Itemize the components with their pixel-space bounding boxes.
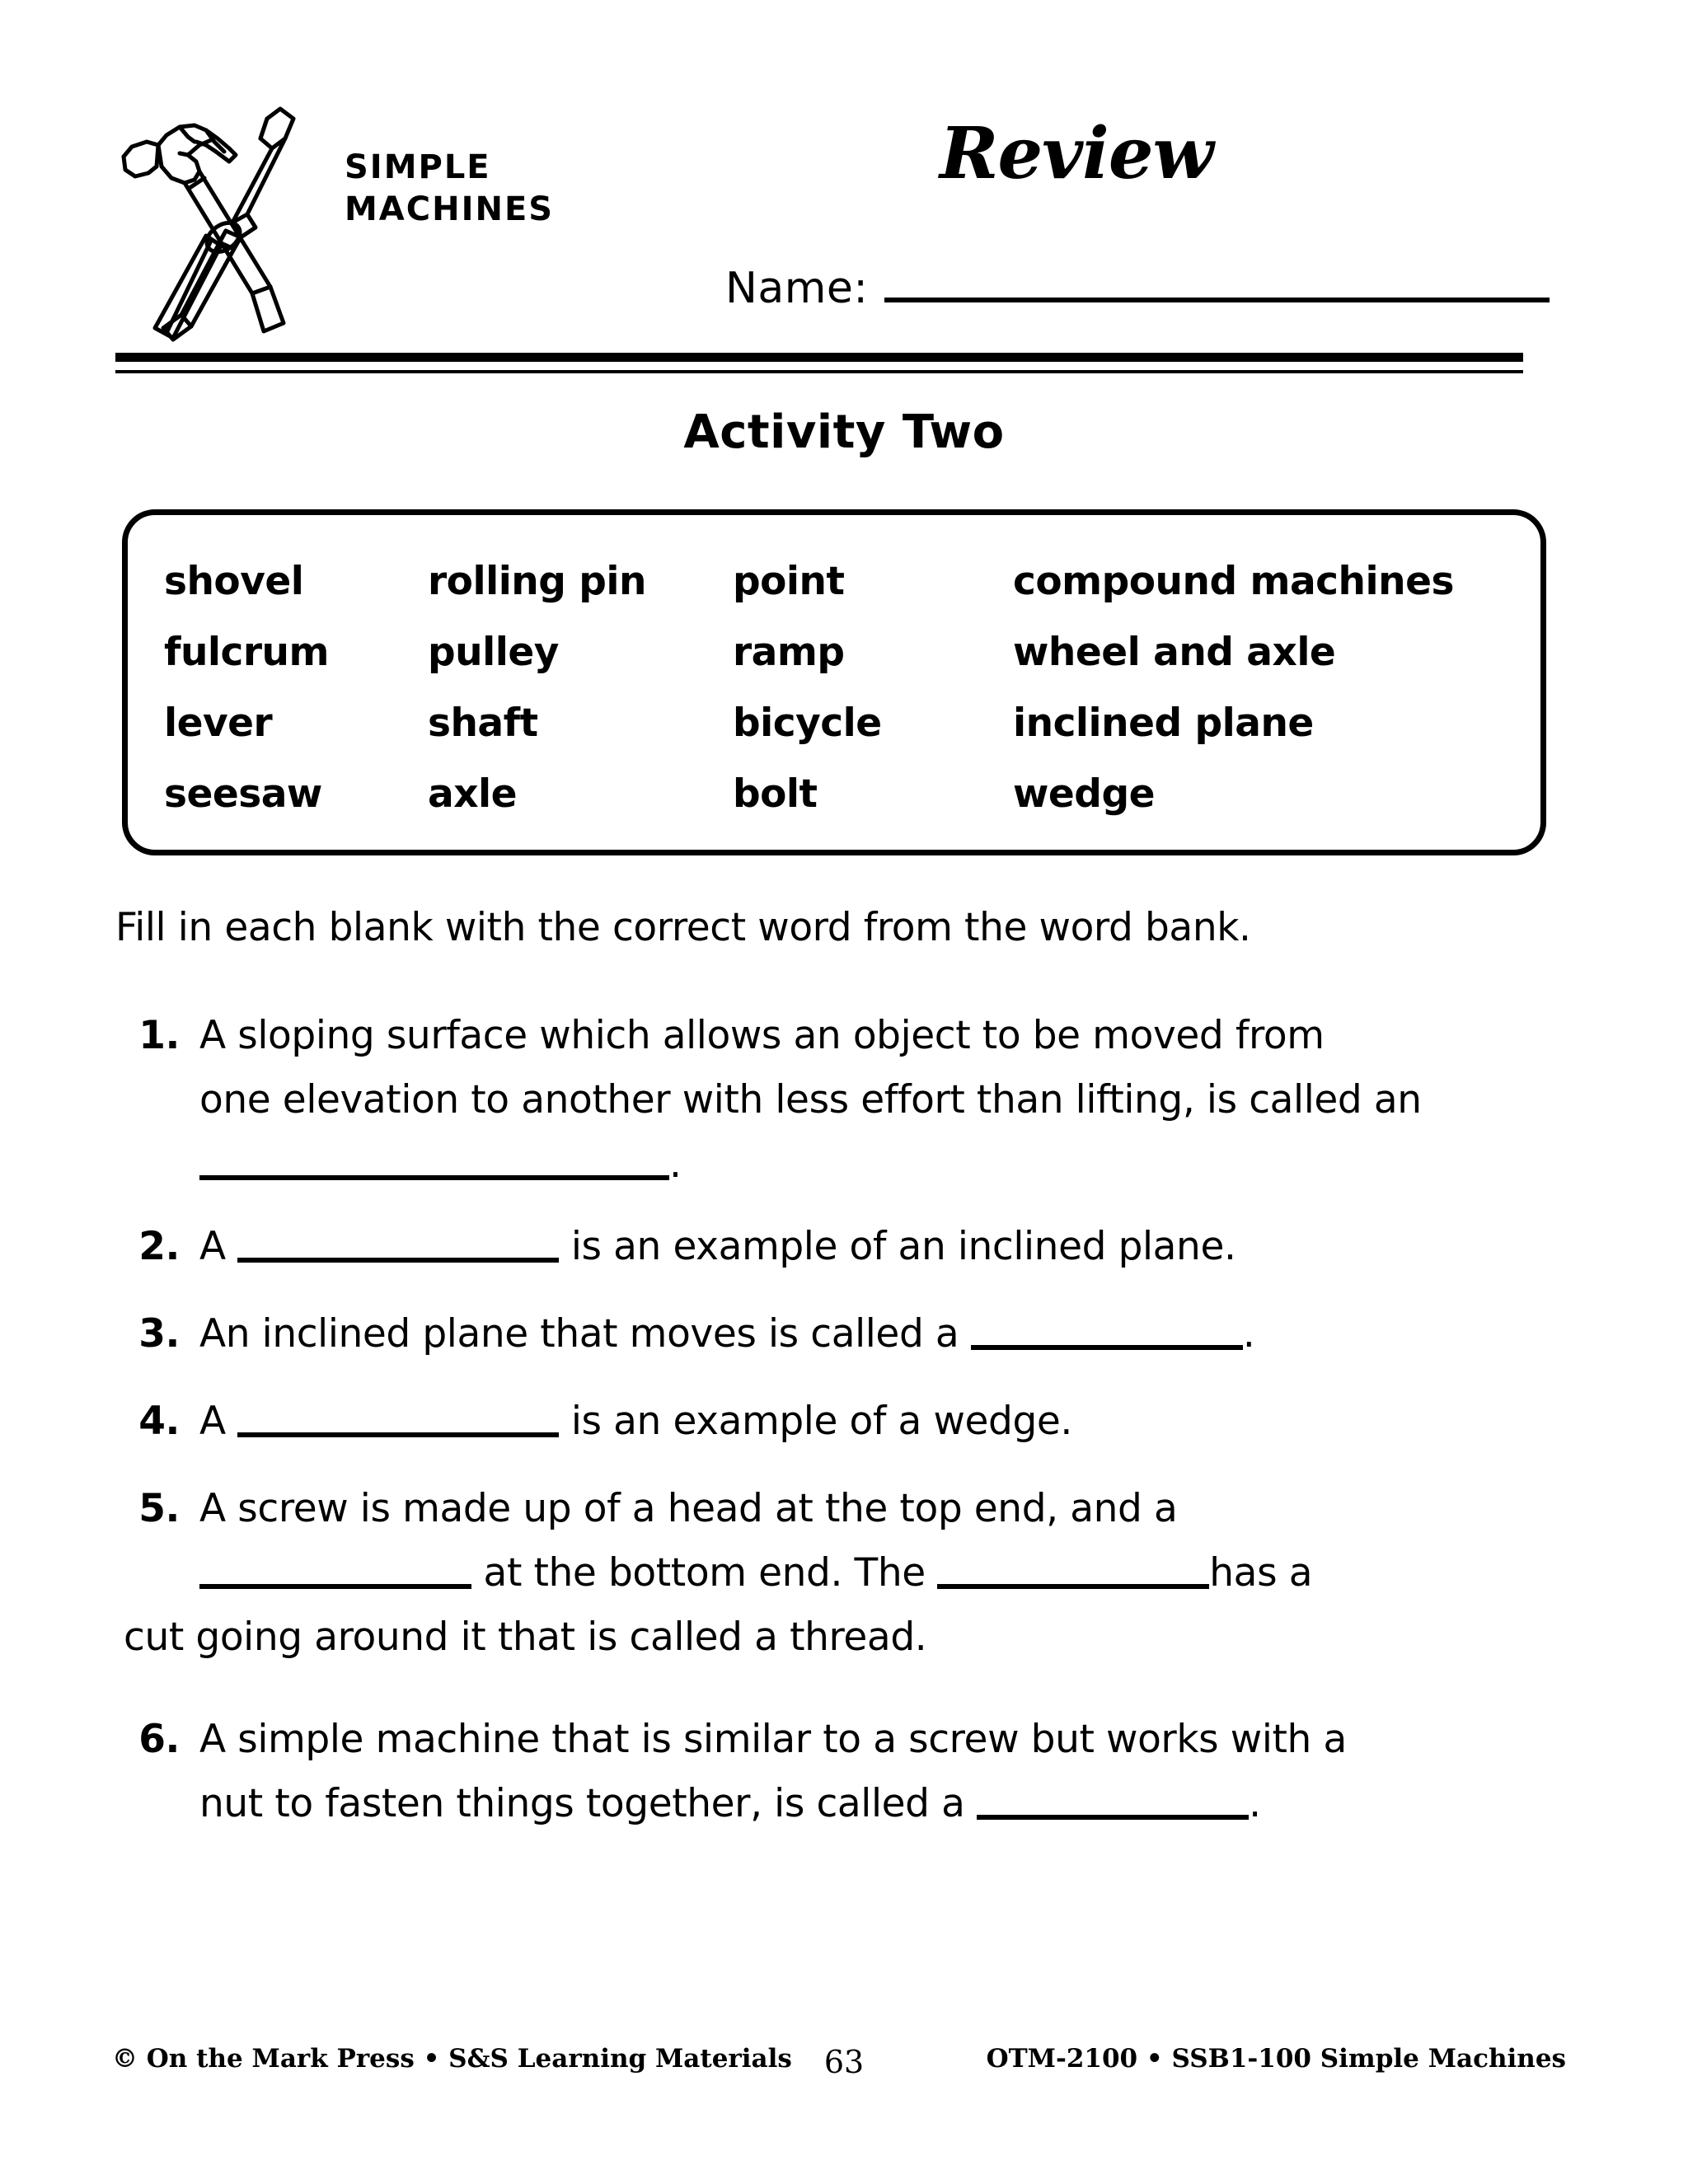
answer-blank[interactable] bbox=[237, 1403, 559, 1437]
question-text-fragment: has a bbox=[1209, 1550, 1313, 1596]
questions-list bbox=[124, 1004, 1558, 1836]
page-title: Review bbox=[940, 112, 1213, 195]
word-bank-word: wheel and axle bbox=[1013, 630, 1336, 675]
word-bank-word: seesaw bbox=[164, 771, 322, 817]
question-number: 1. bbox=[138, 1013, 180, 1058]
word-bank-word: inclined plane bbox=[1013, 701, 1314, 746]
page-number: 63 bbox=[823, 2044, 865, 2080]
question-text-fragment: An inclined plane that moves is called a bbox=[199, 1311, 959, 1357]
question-item bbox=[124, 1215, 1558, 1279]
word-bank-word: wedge bbox=[1013, 771, 1155, 817]
question-line: A sloping surface which allows an object to be moved from bbox=[199, 1013, 1325, 1058]
question-body bbox=[199, 1302, 1558, 1366]
activity-heading: Activity Two bbox=[683, 405, 1005, 459]
crossed-hammer-and-screwdriver-icon bbox=[109, 91, 298, 350]
question-line bbox=[199, 1541, 1558, 1605]
question-line bbox=[199, 1215, 1558, 1279]
question-body bbox=[199, 1004, 1558, 1197]
page-header bbox=[0, 0, 1688, 363]
header-rule-thick bbox=[115, 353, 1523, 362]
question-number: 2. bbox=[138, 1224, 180, 1269]
question-item bbox=[124, 1004, 1558, 1197]
word-bank-word: rolling pin bbox=[428, 559, 646, 604]
word-bank-word: axle bbox=[428, 771, 518, 817]
question-item bbox=[124, 1390, 1558, 1454]
question-item bbox=[124, 1708, 1558, 1836]
word-bank-word: point bbox=[733, 559, 845, 604]
word-bank-word: shovel bbox=[164, 559, 304, 604]
question-text-fragment: A bbox=[199, 1224, 226, 1269]
answer-blank[interactable] bbox=[937, 1554, 1209, 1589]
word-bank-word: ramp bbox=[733, 630, 845, 675]
question-body bbox=[124, 1477, 1558, 1670]
answer-blank[interactable] bbox=[199, 1554, 471, 1589]
question-body bbox=[199, 1708, 1558, 1836]
page-footer bbox=[0, 2044, 1688, 2093]
word-bank-word: compound machines bbox=[1013, 559, 1454, 604]
question-item bbox=[124, 1302, 1558, 1366]
word-bank-word: bicycle bbox=[733, 701, 882, 746]
question-text-fragment: is an example of an inclined plane. bbox=[570, 1224, 1236, 1269]
question-body bbox=[199, 1215, 1558, 1279]
question-text-fragment: . bbox=[1242, 1311, 1255, 1357]
logo-title bbox=[345, 147, 625, 231]
question-text-fragment: nut to fasten things together, is called a bbox=[199, 1781, 965, 1826]
question-line: A simple machine that is similar to a screw but works with a bbox=[199, 1717, 1347, 1762]
question-number: 6. bbox=[138, 1717, 180, 1762]
footer-copyright: © On the Mark Press • S&S Learning Materials bbox=[112, 2044, 792, 2074]
question-number: 3. bbox=[138, 1311, 180, 1357]
question-number: 4. bbox=[138, 1399, 180, 1444]
word-bank-word: lever bbox=[164, 701, 273, 746]
word-bank-grid bbox=[164, 546, 1516, 830]
word-bank-word: pulley bbox=[428, 630, 559, 675]
question-text-fragment: . bbox=[669, 1141, 682, 1187]
question-line bbox=[199, 1302, 1558, 1366]
word-bank-word: bolt bbox=[733, 771, 818, 817]
question-text-fragment: A bbox=[199, 1399, 226, 1444]
question-line: cut going around it that is called a thread. bbox=[124, 1615, 927, 1660]
question-text-fragment: is an example of a wedge. bbox=[570, 1399, 1072, 1444]
logo-title-line2: MACHINES bbox=[345, 190, 555, 229]
answer-blank[interactable] bbox=[237, 1228, 559, 1263]
question-line bbox=[199, 1390, 1558, 1454]
question-body bbox=[199, 1390, 1558, 1454]
name-label: Name: bbox=[725, 264, 869, 313]
answer-blank[interactable] bbox=[977, 1785, 1249, 1820]
name-input-blank[interactable] bbox=[884, 269, 1550, 302]
footer-product-code: OTM-2100 • SSB1-100 Simple Machines bbox=[986, 2044, 1566, 2074]
question-number: 5. bbox=[138, 1486, 180, 1531]
word-bank-word: shaft bbox=[428, 701, 538, 746]
question-line: A screw is made up of a head at the top end, and a bbox=[199, 1486, 1178, 1531]
word-bank-word: fulcrum bbox=[164, 630, 329, 675]
header-rule-thin bbox=[115, 370, 1523, 373]
name-row bbox=[725, 264, 1550, 313]
question-text-fragment: at the bottom end. The bbox=[483, 1550, 926, 1596]
question-line: one elevation to another with less effort than lifting, is called an bbox=[199, 1077, 1422, 1122]
instruction-text: Fill in each blank with the correct word from the word bank. bbox=[115, 905, 1251, 950]
question-line bbox=[199, 1132, 1558, 1197]
answer-blank[interactable] bbox=[199, 1146, 669, 1180]
question-item bbox=[124, 1477, 1558, 1670]
question-text-fragment: . bbox=[1249, 1781, 1261, 1826]
answer-blank[interactable] bbox=[971, 1315, 1243, 1350]
question-line bbox=[199, 1772, 1558, 1836]
logo-title-line1: SIMPLE bbox=[345, 148, 491, 186]
word-bank-box bbox=[122, 509, 1546, 855]
